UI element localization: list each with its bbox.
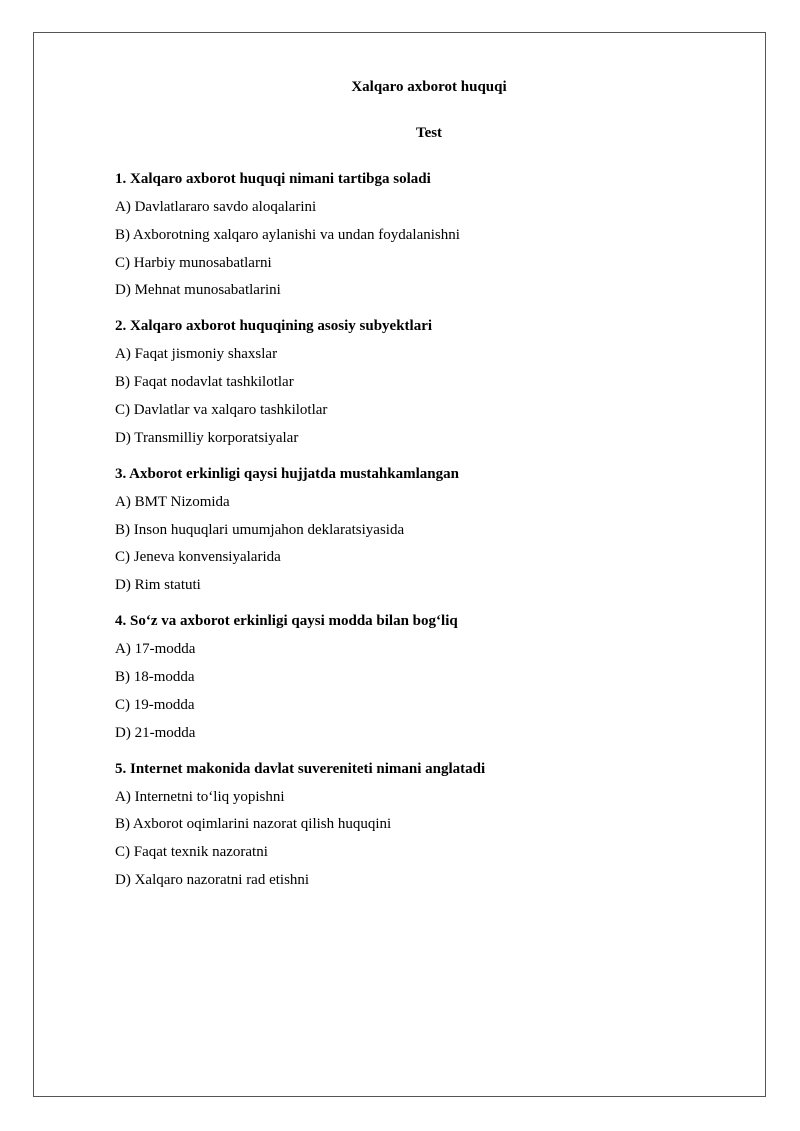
answer-option-c: C) Harbiy munosabatlarni	[115, 254, 272, 271]
answer-option-c: C) Davlatlar va xalqaro tashkilotlar	[115, 401, 328, 418]
answer-option-b: B) Axborotning xalqaro aylanishi va undan foydalanishni	[115, 226, 460, 243]
answer-option-a: A) Faqat jismoniy shaxslar	[115, 346, 278, 363]
answer-option-d: D) Xalqaro nazoratni rad etishni	[115, 871, 310, 888]
document-subtitle: Test	[415, 125, 443, 141]
answer-option-a: A) 17-modda	[115, 641, 196, 658]
question-list	[115, 170, 735, 907]
answer-option-c: C) Jeneva konvensiyalarida	[115, 549, 281, 566]
answer-option-d: D) Transmilliy korporatsiyalar	[115, 429, 299, 446]
answer-option-b: B) Inson huquqlari umumjahon deklaratsiyasida	[115, 521, 405, 538]
answer-option-b: B) Axborot oqimlarini nazorat qilish huquqini	[115, 816, 392, 833]
question-text: 3. Axborot erkinligi qaysi hujjatda mustahkamlangan	[115, 465, 459, 482]
question-text: 1. Xalqaro axborot huquqi nimani tartibga soladi	[115, 171, 431, 187]
answer-option-a: A) Internetni to‘liq yopishni	[115, 788, 285, 805]
question-3	[115, 465, 735, 594]
question-1	[115, 170, 735, 299]
answer-option-a: A) BMT Nizomida	[115, 493, 230, 510]
question-4	[115, 612, 735, 741]
document-title: Xalqaro axborot huquqi	[351, 79, 507, 95]
answer-option-a: A) Davlatlararo savdo aloqalarini	[115, 199, 317, 215]
question-2	[115, 317, 735, 446]
answer-option-b: B) Faqat nodavlat tashkilotlar	[115, 374, 294, 391]
question-text: 4. So‘z va axborot erkinligi qaysi modda bilan bog‘liq	[115, 613, 458, 630]
question-text: 5. Internet makonida davlat suvereniteti nimani anglatadi	[115, 760, 486, 777]
answer-option-b: B) 18-modda	[115, 668, 195, 685]
answer-option-d: D) Mehnat munosabatlarini	[115, 282, 281, 299]
answer-option-c: C) Faqat texnik nazoratni	[115, 844, 268, 861]
answer-option-d: D) 21-modda	[115, 724, 196, 741]
answer-option-c: C) 19-modda	[115, 696, 195, 713]
question-5	[115, 760, 735, 889]
answer-option-d: D) Rim statuti	[115, 577, 201, 594]
question-text: 2. Xalqaro axborot huquqining asosiy subyektlari	[115, 318, 433, 335]
